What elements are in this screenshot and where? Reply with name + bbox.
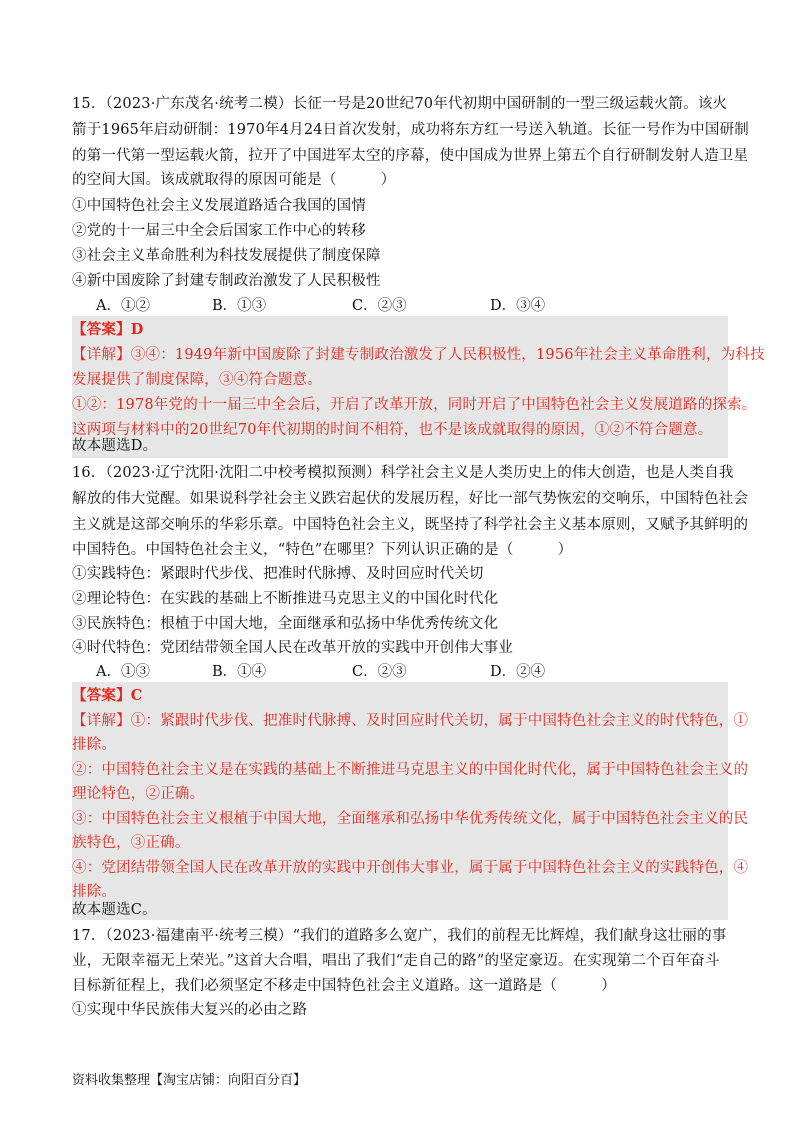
q16-detail-line: ③：中国特色社会主义根植于中国大地，全面继承和弘扬中华优秀传统文化，属于中国特色社会主义的民 [72,811,749,827]
q17-stem-line: 目标新征程上，我们必须坚定不移走中国特色社会主义道路。这一道路是（ ） [72,978,616,994]
q16-stem-line: 解放的伟大觉醒。如果说科学社会主义跌宕起伏的发展历程，好比一部气势恢宏的交响乐，中国特色社会 [72,491,749,507]
q15-statement-3: ③社会主义革命胜利为科技发展提供了制度保障 [72,248,381,264]
q15-answer-label: 【答案】D [72,321,144,338]
q16-option-c: C．②③ [352,664,407,680]
q17-stem-line: 业，无限幸福无上荣光。”这首大合唱，唱出了我们“走自己的路”的坚定豪迈。在实现第二个百年奋斗 [72,953,720,969]
q15-stem-line: 的第一代第一型运载火箭，拉开了中国进军太空的序幕，使中国成为世界上第五个自行研制发射人造卫星 [72,148,749,164]
q16-stem-line: 主义就是这部交响乐的华彩乐章。中国特色社会主义，既坚持了科学社会主义基本原则，又赋予其鲜明的 [72,517,749,533]
q16-detail-line: 排除。 [72,884,117,900]
q16-statement-2: ②理论特色：在实践的基础上不断推进马克思主义的中国化时代化 [72,591,499,607]
q16-option-d: D．②④ [490,664,546,680]
q15-statement-4: ④新中国废除了封建专制政治激发了人民积极性 [72,273,381,289]
q16-detail-line: 【详解】①：紧跟时代步伐、把准时代脉搏、及时回应时代关切，属于中国特色社会主义的时代特色，① [72,713,749,729]
q16-option-a: A．①③ [96,664,150,680]
q16-detail-line: 理论特色，②正确。 [72,786,205,802]
q15-stem-line: 箭于1965年启动研制：1970年4月24日首次发射，成功将东方红一号送入轨道。长征一号作为中国研制 [72,122,749,138]
q15-statement-2: ②党的十一届三中全会后国家工作中心的转移 [72,223,366,239]
q15-option-b: B．①③ [212,298,267,314]
q16-detail-line: 排除。 [72,737,117,753]
q16-stem-line: 中国特色。中国特色社会主义，“特色”在哪里？下列认识正确的是（ ） [72,542,573,558]
q15-option-d: D．③④ [490,298,546,314]
q16-statement-4: ④时代特色：党团结带领全国人民在改革开放的实践中开创伟大事业 [72,640,513,656]
q15-stem-line: 15．（2023·广东茂名·统考二模）长征一号是20世纪70年代初期中国研制的一型三级运载火箭。该火 [72,96,728,112]
q16-statement-1: ①实践特色：紧跟时代步伐、把准时代脉搏、及时回应时代关切 [72,566,484,582]
q16-answer-block [72,682,749,920]
q15-detail-line: 【详解】③④：1949年新中国废除了封建专制政治激发了人民积极性，1956年社会主义革命胜利，为科技 [72,347,765,363]
q16-statement-3: ③民族特色：根植于中国大地，全面继承和弘扬中华优秀传统文化 [72,616,499,632]
page-footer: 资料收集整理【淘宝店铺：向阳百分百】 [72,1073,307,1088]
q16-stem-line: 16．（2023·辽宁沈阳·沈阳二中校考模拟预测）科学社会主义是人类历史上的伟大创造，也是人类自我 [72,465,734,481]
q17-stem-line: 17．（2023·福建南平·统考三模）“我们的道路多么宽广，我们的前程无比辉煌，我们献身这壮丽的事 [72,928,727,944]
q15-option-c: C．②③ [352,298,407,314]
q16-option-b: B．①④ [212,664,267,680]
q16-detail-line: ②：中国特色社会主义是在实践的基础上不断推进马克思主义的中国化时代化，属于中国特色社会主义的 [72,762,749,778]
q15-stem-line: 的空间大国。该成就取得的原因可能是（ ） [72,172,396,188]
q15-conclusion: 故本题选D。 [72,438,158,454]
q16-conclusion: 故本题选C。 [72,902,157,918]
q16-detail-line: ④：党团结带领全国人民在改革开放的实践中开创伟大事业，属于属于中国特色社会主义的实践特色，④ [72,860,749,876]
q15-detail-line: 这两项与材料中的20世纪70年代初期的时间不相符，也不是该成就取得的原因，①②不符合题意。 [72,422,713,438]
q15-option-a: A．①② [96,298,150,314]
q17-statement-1: ①实现中华民族伟大复兴的必由之路 [72,1002,308,1018]
q16-answer-label: 【答案】C [72,687,143,704]
q15-detail-line: ①②：1978年党的十一届三中全会后，开启了改革开放，同时开启了中国特色社会主义发展道路的探索。 [72,397,757,413]
q15-statement-1: ①中国特色社会主义发展道路适合我国的国情 [72,198,366,214]
q15-detail-line: 发展提供了制度保障，③④符合题意。 [72,372,322,388]
q16-detail-line: 族特色，③正确。 [72,835,190,851]
